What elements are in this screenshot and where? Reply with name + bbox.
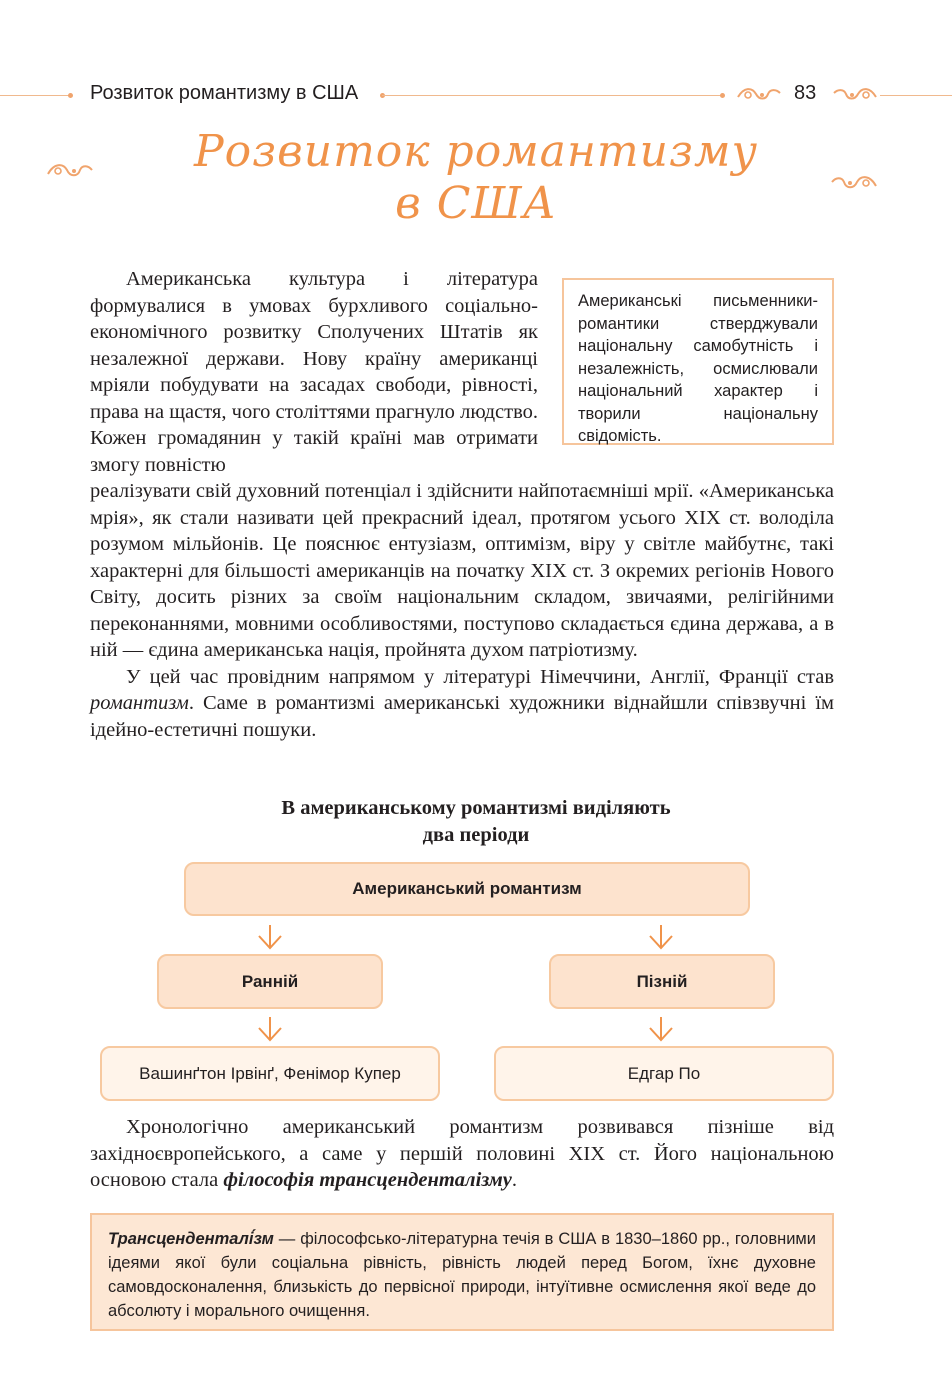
header-rule-left [0,95,70,96]
transcendentalism-term: філософія трансценденталізму [223,1169,512,1191]
page-number: 83 [794,82,817,104]
paragraph-1-wrapped [90,266,538,478]
diagram-late-box [549,954,775,1009]
diagram-late-authors-box [494,1046,834,1101]
paragraph-3 [90,1114,834,1194]
header-dot-left [68,93,73,98]
arrow-down-icon [255,924,285,950]
header-rule-right [880,95,952,96]
chapter-title-line1: Розвиток романтизму [194,126,758,177]
paragraph-1-continued [90,478,834,743]
diagram-title-line1: В американському романтизмі виділяють [281,797,671,819]
definition-text: — філософсько-літературна течія в США в 1830–1860 рр., головними ідеями якої були соціальна рівність, рівність людей перед Богом, їхнє духовне самовдосконалення, близькість до первісної природи, інтуїтивне осмислення якої веде до абсолюту і морального очищення. [108,1230,816,1320]
arrow-down-icon [646,1016,676,1042]
definition-box [90,1213,834,1331]
paragraph-3-before: Хронологічно американський романтизм розвивався пізніше від західноєвропейського, а саме у першій половині XIX ст. Його національною основою стала [90,1116,834,1191]
title-flourish-right-icon [830,172,878,194]
paragraph-2-before: У цей час провідним напрямом у літературі Німеччини, Англії, Франції став [126,665,834,688]
definition-term: Трансценденталі́зм [108,1230,274,1248]
diagram-root-box [184,862,750,916]
paragraph-1-wrapped-text: Американська культура і література формувалися в умовах бурхливого соціально-економічного розвитку Сполучених Штатів як незалежної держави. Нову країну американці мріяли побудувати на засадах свободи, рівності, права на щастя, чого століттями прагнуло людство. Кожен громадянин у такій країні мав отримати змогу повністю [90,268,538,476]
header-rule-mid [382,95,724,96]
paragraph-3-text [90,1114,834,1194]
diagram-title [200,795,752,849]
arrow-down-icon [646,924,676,950]
title-flourish-left-icon [46,160,94,182]
paragraph-1-continued-text: реалізувати свій духовний потенціал і здійснити найпотаємніші мрії. «Американська мрія», як стали називати цей прекрасний ідеал, протягом усього XIX ст. володіла розумом мільйонів. Це пояснює ентузіазм, оптимізм, віру у світле майбутнє, такі характерні для більшості американців на початку XIX ст. З окремих регіонів Нового Світу, досить різних за своїм національним складом, звичаями, релігійними переконаннями, мовними особливостями, поступово складається єдина держава, а в ній — єдина американська нація, пройнята духом патріотизму. [90,480,834,661]
header-dot-right [720,93,725,98]
diagram-title-line2: два періоди [422,824,530,846]
aside-note: Американські письменники-романтики стверджували національну самобутність і незалежність, осмислювали національний характер і творили національну свідомість. [562,278,834,445]
running-title: Розвиток романтизму в США [90,82,359,104]
diagram-early-authors: Вашинґтон Ірвінґ, Фенімор Купер [139,1063,401,1083]
paragraph-2 [90,664,834,744]
paragraph-3-after: . [511,1169,518,1191]
diagram-early-authors-box [100,1046,440,1101]
romanticism-term: романтизм [90,692,189,714]
arrow-down-icon [255,1016,285,1042]
diagram-early-box [157,954,383,1009]
header-flourish-right-icon [832,85,878,105]
diagram-root-label: Американський романтизм [352,879,582,898]
paragraph-2-after: . Саме в романтизмі американські художники віднайшли співзвучні їм ідейно-естетичні пошуки. [90,692,834,741]
chapter-title [140,126,812,230]
diagram-late-label: Пізній [636,971,688,991]
diagram-late-authors: Едгар По [627,1063,701,1083]
chapter-title-line2: в США [395,178,557,229]
header-flourish-left-icon [736,85,782,105]
diagram-early-label: Ранній [241,971,299,991]
